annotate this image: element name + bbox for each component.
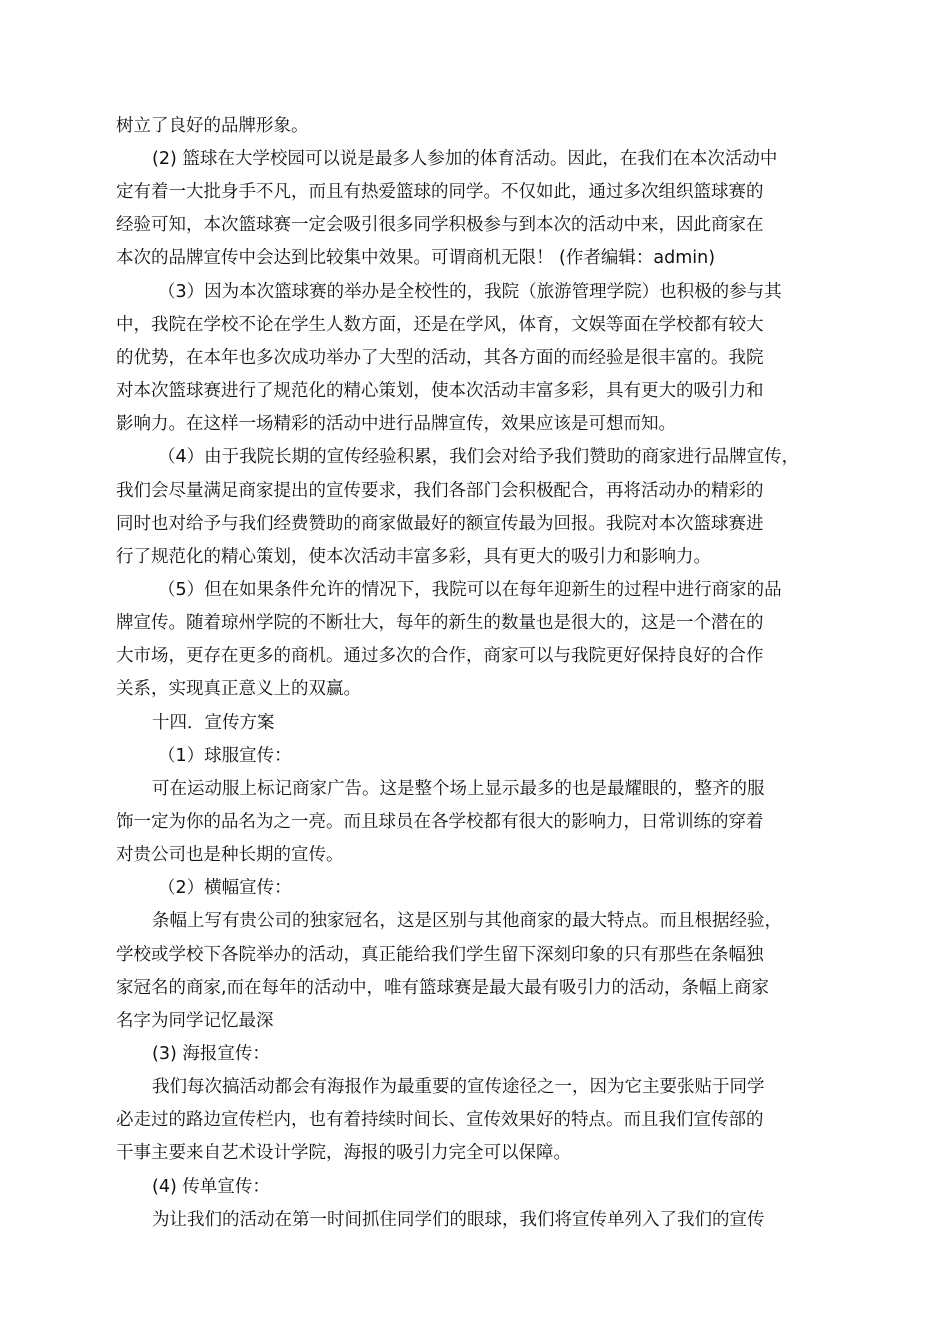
text-line: 家冠名的商家,而在每年的活动中，唯有篮球赛是最大最有吸引力的活动，条幅上商家 — [116, 978, 770, 998]
subheading: (3) 海报宣传： — [152, 1044, 270, 1064]
subheading: （2）横幅宣传： — [158, 878, 292, 898]
subheading: (4) 传单宣传： — [152, 1177, 270, 1197]
text-line: 条幅上写有贵公司的独家冠名，这是区别与其他商家的最大特点。而且根据经验， — [152, 911, 782, 931]
text-line: (2) 篮球在大学校园可以说是最多人参加的体育活动。因此，在我们在本次活动中 — [152, 149, 778, 169]
text-line: 树立了良好的品牌形象。 — [116, 116, 309, 136]
text-line: （4）由于我院长期的宣传经验积累，我们会对给予我们赞助的商家进行品牌宣传， — [158, 447, 800, 467]
text-line: 饰一定为你的品名为之一亮。而且球员在各学校都有很大的影响力，日常训练的穿着 — [116, 812, 764, 832]
text-line: 我们每次搞活动都会有海报作为最重要的宣传途径之一，因为它主要张贴于同学 — [152, 1077, 765, 1097]
text-line: 我们会尽量满足商家提出的宣传要求，我们各部门会积极配合，再将活动办的精彩的 — [116, 481, 764, 501]
text-line: 牌宣传。随着琼州学院的不断壮大，每年的新生的数量也是很大的，这是一个潜在的 — [116, 613, 764, 633]
subheading: （1）球服宣传： — [158, 746, 292, 766]
text-line: （3）因为本次篮球赛的举办是全校性的，我院（旅游管理学院）也积极的参与其 — [158, 282, 782, 302]
text-line: 定有着一大批身手不凡，而且有热爱篮球的同学。不仅如此，通过多次组织篮球赛的 — [116, 182, 764, 202]
text-line: 影响力。在这样一场精彩的活动中进行品牌宣传，效果应该是可想而知。 — [116, 414, 676, 434]
text-line: 为让我们的活动在第一时间抓住同学们的眼球，我们将宣传单列入了我们的宣传 — [152, 1210, 765, 1230]
text-line: 大市场，更存在更多的商机。通过多次的合作，商家可以与我院更好保持良好的合作 — [116, 646, 764, 666]
text-line: 对贵公司也是种长期的宣传。 — [116, 845, 344, 865]
text-line: 名字为同学记忆最深 — [116, 1011, 274, 1031]
text-line: 对本次篮球赛进行了规范化的精心策划，使本次活动丰富多彩，具有更大的吸引力和 — [116, 381, 764, 401]
text-line: 关系，实现真正意义上的双赢。 — [116, 679, 361, 699]
text-line: 本次的品牌宣传中会达到比较集中效果。可谓商机无限！ (作者编辑：admin) — [116, 248, 716, 268]
text-line: 中，我院在学校不论在学生人数方面，还是在学风，体育，文娱等面在学校都有较大 — [116, 315, 764, 335]
text-line: 学校或学校下各院举办的活动，真正能给我们学生留下深刻印象的只有那些在条幅独 — [116, 945, 764, 965]
text-line: 必走过的路边宣传栏内，也有着持续时间长、宣传效果好的特点。而且我们宣传部的 — [116, 1110, 764, 1130]
text-line: 干事主要来自艺术设计学院，海报的吸引力完全可以保障。 — [116, 1143, 571, 1163]
text-line: 同时也对给予与我们经费赞助的商家做最好的额宣传最为回报。我院对本次篮球赛进 — [116, 514, 764, 534]
section-heading: 十四．宣传方案 — [152, 713, 275, 733]
text-line: 可在运动服上标记商家广告。这是整个场上显示最多的也是最耀眼的，整齐的服 — [152, 779, 765, 799]
text-line: 经验可知，本次篮球赛一定会吸引很多同学积极参与到本次的活动中来，因此商家在 — [116, 215, 764, 235]
text-line: 行了规范化的精心策划，使本次活动丰富多彩，具有更大的吸引力和影响力。 — [116, 547, 711, 567]
text-line: （5）但在如果条件允许的情况下，我院可以在每年迎新生的过程中进行商家的品 — [158, 580, 782, 600]
text-line: 的优势，在本年也多次成功举办了大型的活动，其各方面的而经验是很丰富的。我院 — [116, 348, 764, 368]
